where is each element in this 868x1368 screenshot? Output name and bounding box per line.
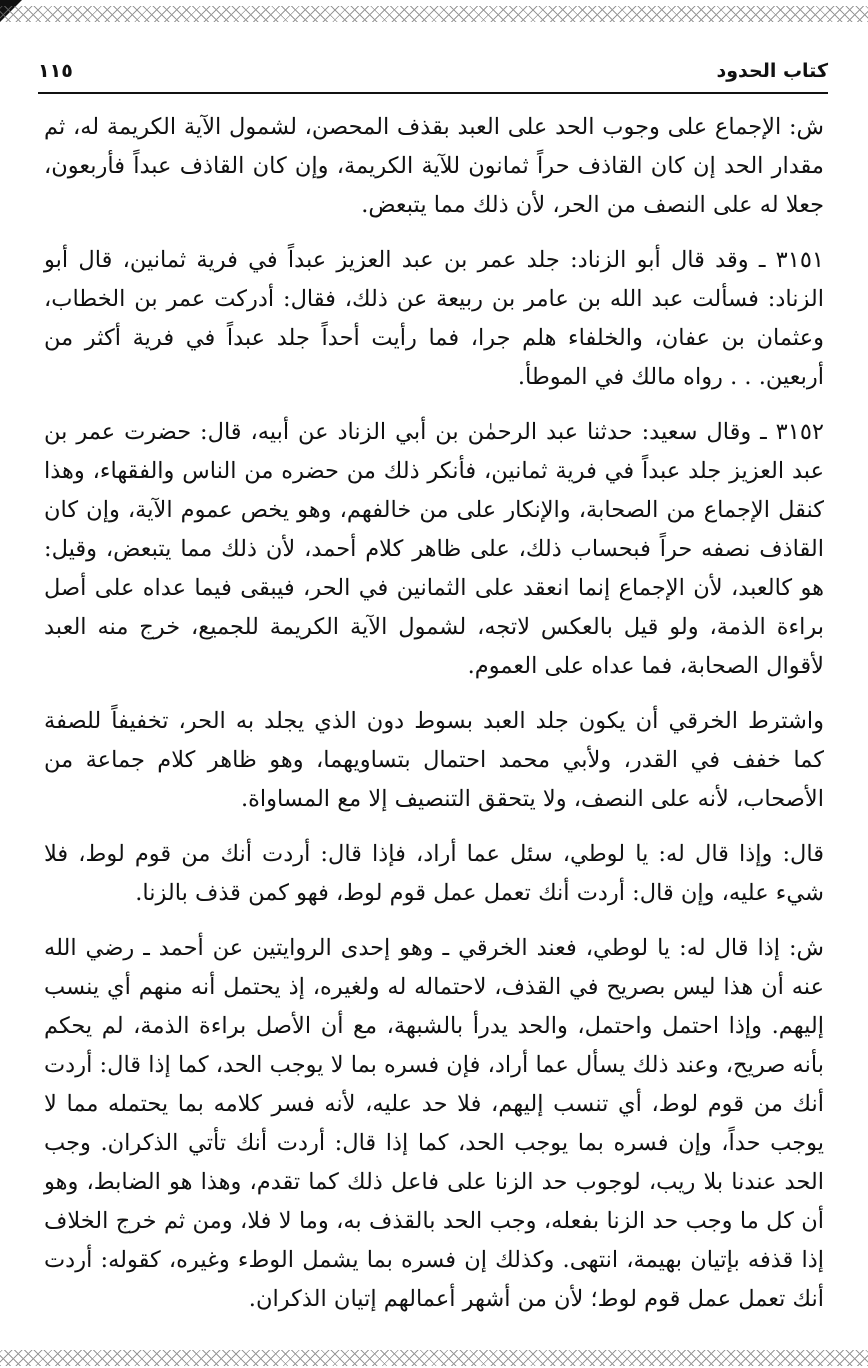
- page-number: ١١٥: [38, 60, 73, 82]
- hadith-3151-paragraph: ٣١٥١ ـ وقد قال أبو الزناد: جلد عمر بن عبد العزيز عبداً في فرية ثمانين، قال أبو الزناد: فسألت عبد الله بن عامر بن ربيعة عن ذلك، فقال: أدركت عمر بن الخطاب، وعثمان بن عفان، والخلفاء هلم جرا، فما رأيت أحداً جلد عبداً في فرية أكثر من أربعين. . . رواه مالك في الموطأ.: [44, 247, 824, 390]
- khiraqi-condition-paragraph: واشترط الخرقي أن يكون جلد العبد بسوط دون الذي يجلد به الحر، تخفيفاً للصفة كما خفف في القدر، ولأبي محمد احتمال بتساويهما، وهو ظاهر كلام جماعة من الأصحاب، لأنه على النصف، ولا يتحقق التنصيف إلا مع المساواة.: [44, 708, 824, 812]
- commentary-paragraph: ش: الإجماع على وجوب الحد على العبد بقذف المحصن، لشمول الآية الكريمة له، ثم مقدار الحد إن كان القاذف حراً ثمانون للآية الكريمة، وإن كان القاذف عبداً فأربعون، جعلا له على النصف من الحر، لأن ذلك مما يتبعض.: [44, 114, 824, 218]
- book-title: كتاب الحدود: [716, 60, 828, 82]
- running-header: [38, 58, 828, 94]
- hadith-3152-paragraph: ٣١٥٢ ـ وقال سعيد: حدثنا عبد الرحمٰن بن أبي الزناد عن أبيه، قال: حضرت عمر بن عبد العزيز جلد عبداً في فرية ثمانين، فأنكر ذلك من حضره من الناس والفقهاء، وهذا كنقل الإجماع من الصحابة، والإنكار على من خالفهم، وهو يخص عموم الآية، وإن كان القاذف نصفه حراً فبحساب ذلك، على ظاهر كلام أحمد، لأن ذلك مما يتبعض، وقيل: هو كالعبد، لأن الإجماع إنما انعقد على الثمانين في الحر، فيبقى فيما عداه على أصل براءة الذمة، ولو قيل بالعكس لاتجه، لشمول الآية الكريمة للجميع، خرج منه العبد لأقوال الصحابة، فما عداه على العموم.: [44, 419, 825, 679]
- matn-paragraph: قال: وإذا قال له: يا لوطي، سئل عما أراد، فإذا قال: أردت أنك من قوم لوط، فلا شيء عليه، وإن قال: أردت أنك تعمل عمل قوم لوط، فهو كمن قذف بالزنا.: [44, 841, 824, 906]
- commentary-paragraph-lutiy: ش: إذا قال له: يا لوطي، فعند الخرقي ـ وهو إحدى الروايتين عن أحمد ـ رضي الله عنه أن هذا ليس بصريح في القذف، لاحتماله له ولغيره، إذ يحتمل أنه منهم أي ينسب إليهم. وإذا احتمل واحتمل، والحد يدرأ بالشبهة، مع أن الأصل براءة الذمة، لم يحكم بأنه صريح، وعند ذلك يسأل عما أراد، فإن فسره بما لا يوجب الحد، كما إذا قال: أردت أنك من قوم لوط، أي تنسب إليهم، فلا حد عليه، لأنه فسر كلامه بما يحتمله مما لا يوجب حداً، وإن فسره بما يوجب الحد، كما إذا قال: أردت أنك تأتي الذكران. وجب الحد عندنا بلا ريب، لوجوب حد الزنا على فاعل ذلك كما تقدم، وهذا هو الضابط، وهو أن كل ما وجب حد الزنا بفعله، وجب الحد بالقذف به، وما لا فلا، ومن ثم خرج الخلاف إذا قذفه بإتيان بهيمة، انتهى. وكذلك إن فسره بما يشمل الوطء وغيره، كقوله: أردت أنك تعمل عمل قوم لوط؛ لأن من أشهر أعمالهم إتيان الذكران.: [44, 935, 824, 1312]
- page-body: [44, 108, 824, 1319]
- top-ornamental-border: [0, 6, 868, 22]
- bottom-ornamental-border: [0, 1350, 868, 1366]
